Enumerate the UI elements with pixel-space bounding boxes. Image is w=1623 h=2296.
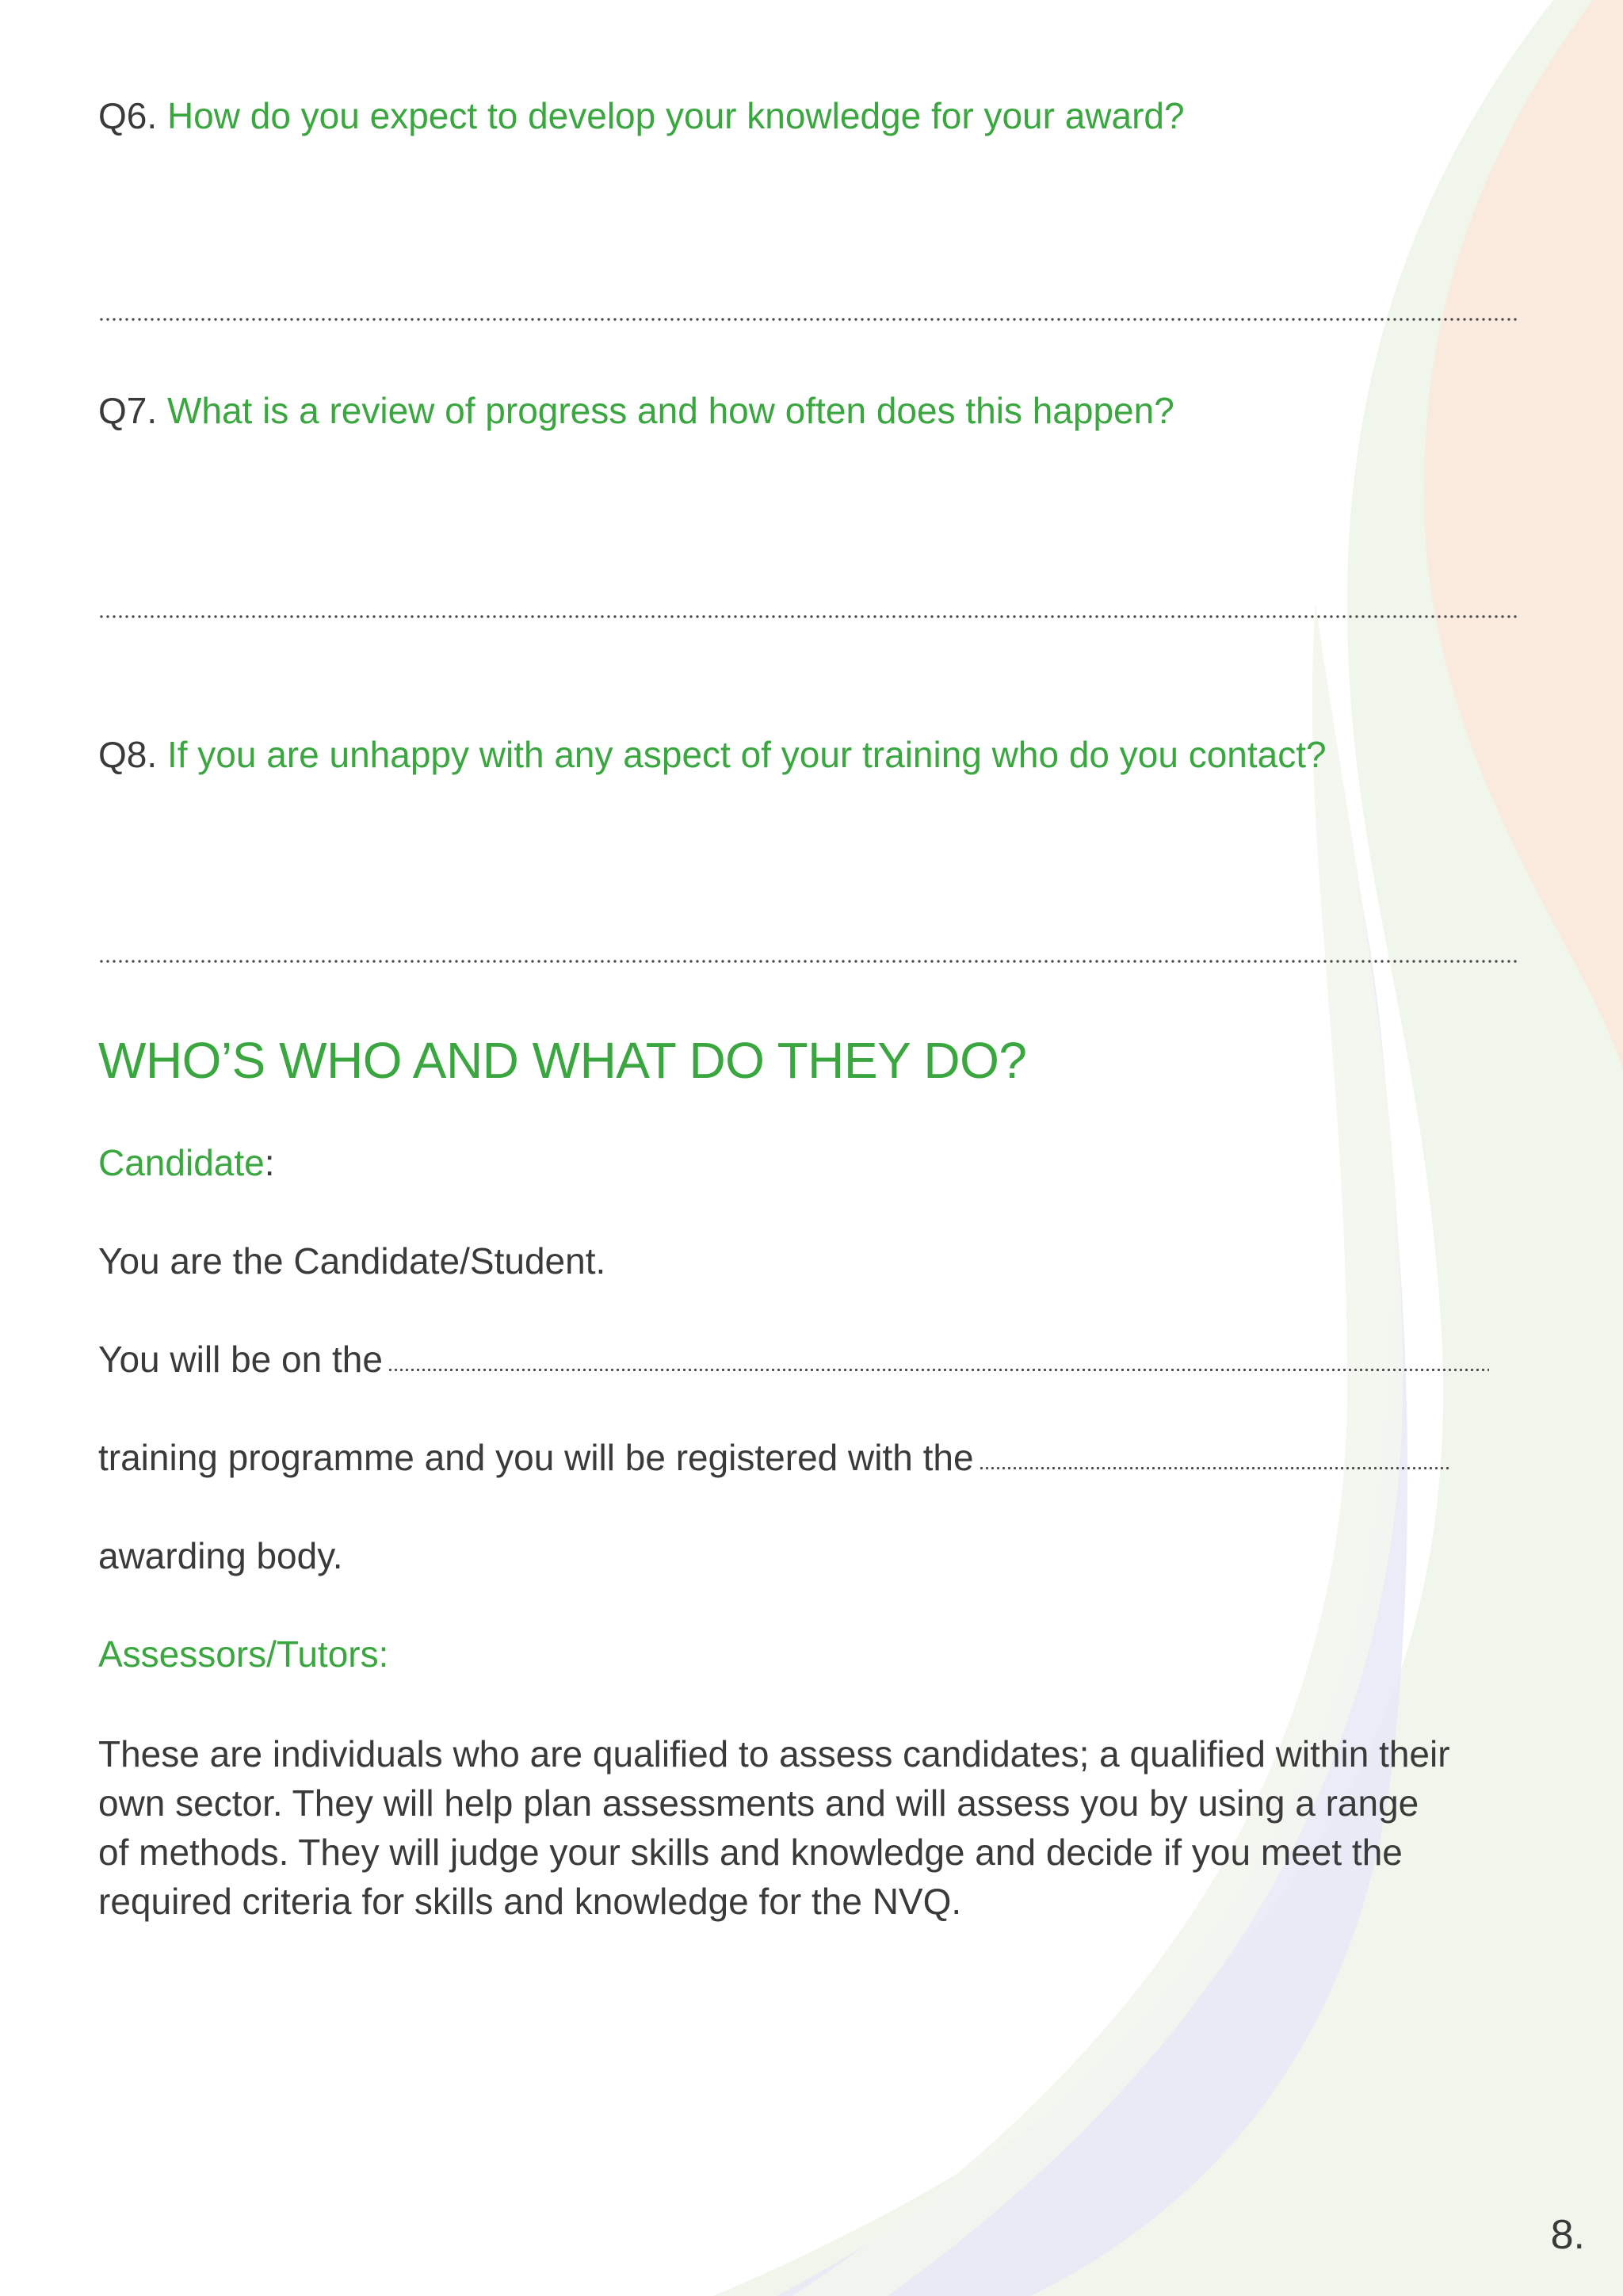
candidate-line-2-text: You will be on the bbox=[98, 1339, 383, 1380]
question-number: Q7. bbox=[98, 390, 158, 431]
assessors-line: required criteria for skills and knowledge for the NVQ. bbox=[98, 1881, 962, 1922]
question-number: Q6. bbox=[98, 95, 158, 136]
assessors-line: own sector. They will help plan assessments and will assess you by using a range bbox=[98, 1782, 1419, 1824]
programme-fill-blank[interactable] bbox=[388, 1368, 1489, 1372]
assessors-line: These are individuals who are qualified to assess candidates; a qualified within their bbox=[98, 1733, 1450, 1775]
answer-line-q7[interactable] bbox=[98, 614, 1520, 619]
question-text: What is a review of progress and how often does this happen? bbox=[166, 390, 1174, 431]
answer-line-q8[interactable] bbox=[98, 959, 1520, 964]
candidate-line-1: You are the Candidate/Student. bbox=[98, 1240, 606, 1282]
candidate-line-4: awarding body. bbox=[98, 1535, 343, 1576]
section-heading: WHO’S WHO AND WHAT DO THEY DO? bbox=[98, 1032, 1027, 1089]
question-q6 bbox=[98, 94, 1185, 138]
answer-line-q6[interactable] bbox=[98, 317, 1520, 322]
assessors-subheading: Assessors/Tutors: bbox=[98, 1633, 389, 1675]
candidate-subheading bbox=[98, 1140, 275, 1185]
candidate-line-2 bbox=[98, 1337, 1489, 1381]
candidate-label: Candidate bbox=[98, 1142, 265, 1183]
page-number: 8. bbox=[1550, 2212, 1585, 2258]
candidate-line-3-text: training programme and you will be registered with the bbox=[98, 1437, 974, 1478]
question-text: If you are unhappy with any aspect of your training who do you contact? bbox=[166, 734, 1327, 775]
question-q8 bbox=[98, 732, 1327, 777]
question-text: How do you expect to develop your knowledge for your award? bbox=[166, 95, 1185, 136]
candidate-line-3 bbox=[98, 1435, 1451, 1480]
assessors-line: of methods. They will judge your skills and knowledge and decide if you meet the bbox=[98, 1832, 1403, 1873]
question-number: Q8. bbox=[98, 734, 158, 775]
candidate-colon: : bbox=[264, 1142, 275, 1183]
assessors-description bbox=[98, 1729, 1525, 1926]
question-q7 bbox=[98, 388, 1174, 433]
awarding-body-fill-blank[interactable] bbox=[979, 1466, 1451, 1470]
